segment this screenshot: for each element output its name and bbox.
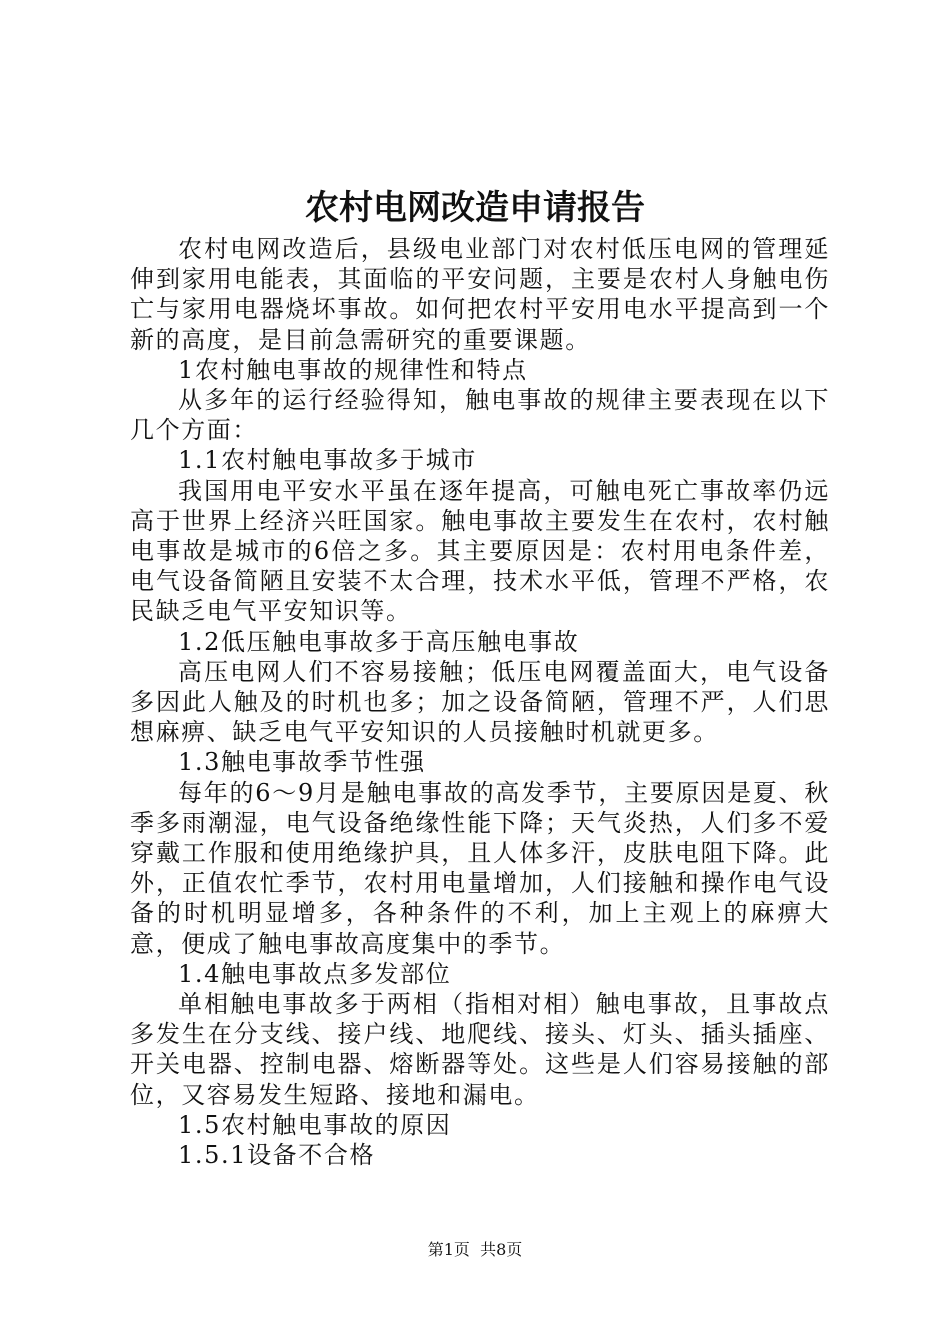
document-body <box>130 234 830 1170</box>
paragraph: 单相触电事故多于两相（指相对相）触电事故，且事故点多发生在分支线、接户线、地爬线、接头、灯头、插头插座、开关电器、控制电器、熔断器等处。这些是人们容易接触的部位，又容易发生短路、接地和漏电。 <box>130 990 830 1109</box>
subsection-heading-1-5-1: 1.5.1设备不合格 <box>178 1141 376 1170</box>
page-number: 第1页 <box>427 1240 470 1259</box>
subsection-heading-1-2: 1.2低压触电事故多于高压触电事故 <box>178 627 580 656</box>
paragraph: 高压电网人们不容易接触；低压电网覆盖面大，电气设备多因此人触及的时机也多；加之设备简陋，管理不严，人们思想麻痹、缺乏电气平安知识的人员接触时机就更多。 <box>130 657 830 747</box>
section-heading-1: 1农村触电事故的规律性和特点 <box>178 355 528 384</box>
paragraph: 我国用电平安水平虽在逐年提高，可触电死亡事故率仍远高于世界上经济兴旺国家。触电事故主要发生在农村，农村触电事故是城市的6倍之多。其主要原因是：农村用电条件差，电气设备简陋且安装不太合理，技术水平低，管理不严格，农民缺乏电气平安知识等。 <box>130 476 830 626</box>
subsection-heading-1-5: 1.5农村触电事故的原因 <box>178 1110 452 1139</box>
paragraph: 每年的6～9月是触电事故的高发季节，主要原因是夏、秋季多雨潮湿，电气设备绝缘性能下降；天气炎热，人们多不爱穿戴工作服和使用绝缘护具，且人体多汗，皮肤电阻下降。此外，正值农忙季节，农村用电量增加，人们接触和操作电气设备的时机明显增多，各种条件的不利，加上主观上的麻痹大意，便成了触电事故高度集中的季节。 <box>130 778 830 958</box>
subsection-heading-1-1: 1.1农村触电事故多于城市 <box>178 446 477 475</box>
page-footer <box>0 1238 950 1262</box>
page-total: 共8页 <box>480 1240 523 1259</box>
footer-separator <box>470 1240 480 1259</box>
subsection-heading-1-3: 1.3触电事故季节性强 <box>178 748 426 777</box>
paragraph: 从多年的运行经验得知，触电事故的规律主要表现在以下几个方面： <box>130 386 830 445</box>
subsection-heading-1-4: 1.4触电事故点多发部位 <box>178 959 452 988</box>
document-title: 农村电网改造申请报告 <box>305 188 645 228</box>
paragraph-intro: 农村电网改造后，县级电业部门对农村低压电网的管理延伸到家用电能表，其面临的平安问题，主要是农村人身触电伤亡与家用电器烧坏事故。如何把农村平安用电水平提高到一个新的高度，是目前急需研究的重要课题。 <box>130 235 830 354</box>
